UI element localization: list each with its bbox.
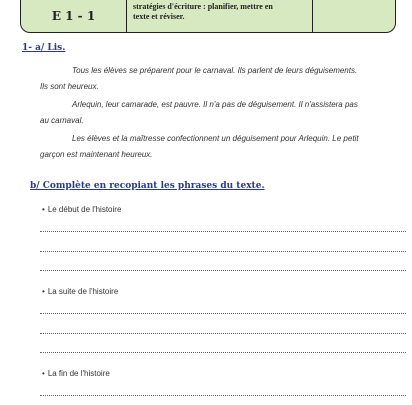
answer-line[interactable] [40,270,406,271]
answer-line[interactable] [40,395,406,396]
paragraph-3-line-2: garçon est maintenant heureux. [40,150,153,159]
item-3-text: La fin de l'histoire [47,369,110,378]
item-3-label [42,369,110,378]
bullet-icon: • [42,369,45,378]
paragraph-2 [40,97,400,129]
header-text-line: stratégies d'écriture : planifier, mettre en [133,2,273,11]
header-description [127,0,313,32]
item-1-text: Le début de l'histoire [47,205,122,214]
paragraph-1-line-2: Ils sont heureux. [40,82,99,91]
header-band [20,0,396,33]
paragraph-3-line-1: Les élèves et la maîtresse confectionnent un déguisement pour Arlequin. Le petit [72,134,359,143]
section-2-heading: b/ Complète en recopiant les phrases du texte. [30,181,265,191]
paragraph-2-line-1: Arlequin, leur camarade, est pauvre. Il n'a pas de déguisement. Il n'assistera pas [72,100,358,109]
paragraph-1 [40,63,400,95]
item-2-label [42,287,118,296]
header-text-line: texte et réviser. [133,12,185,21]
item-1-label [42,205,121,214]
section-1-heading: 1- a/ Lis. [22,43,66,53]
exercise-code: E 1 - 1 [21,0,127,32]
paragraph-1-line-1: Tous les élèves se préparent pour le carnaval. Ils parlent de leurs déguisements. [72,66,358,75]
bullet-icon: • [42,287,45,296]
bullet-icon: • [42,205,45,214]
answer-line[interactable] [40,352,406,353]
item-2-text: La suite de l'histoire [47,287,119,296]
answer-line[interactable] [40,251,406,252]
answer-line[interactable] [40,313,406,314]
answer-line[interactable] [40,231,406,232]
paragraph-2-line-2: au carnaval. [40,116,84,125]
header-blank-cell [313,0,395,32]
answer-line[interactable] [40,333,406,334]
paragraph-3 [40,131,400,163]
